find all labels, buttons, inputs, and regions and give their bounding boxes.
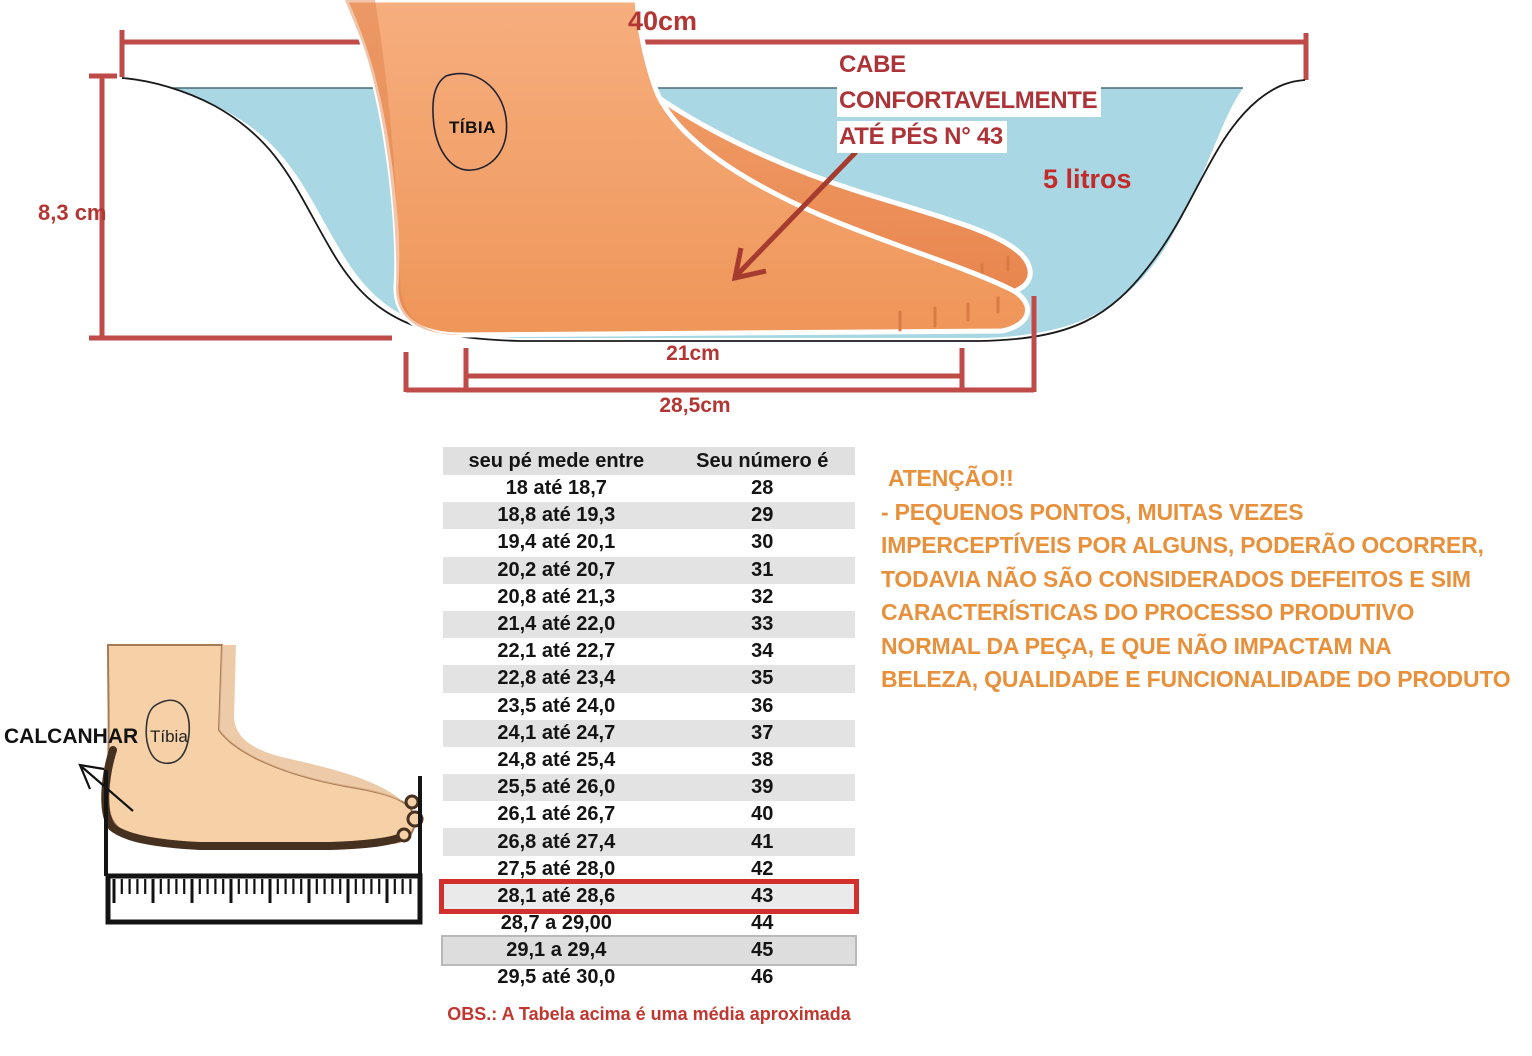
table-row [443, 529, 855, 556]
shoe-size-cell: 44 [751, 912, 774, 935]
shoe-size-cell: 45 [751, 939, 774, 962]
foot-range-cell: 20,2 até 20,7 [497, 558, 616, 581]
foot-range-cell: 19,4 até 20,1 [497, 531, 616, 554]
heel-label: CALCANHAR [4, 725, 139, 748]
shoe-size-cell: 36 [751, 694, 774, 717]
tibia-label: TÍBIA [449, 118, 496, 137]
basin-illustration [0, 0, 1532, 440]
foot-range-cell: 25,5 até 26,0 [497, 776, 616, 799]
tibia-label-small: Tíbia [150, 727, 188, 746]
foot-range-cell: 26,1 até 26,7 [497, 803, 616, 826]
shoe-size-cell: 35 [751, 667, 774, 690]
table-row [443, 801, 855, 828]
table-row [443, 475, 855, 502]
shoe-size-cell: 43 [751, 884, 774, 907]
foot-range-cell: 24,8 até 25,4 [497, 748, 616, 771]
shoe-size-cell: 31 [751, 558, 774, 581]
warning-block [881, 462, 1529, 697]
warning-line: - PEQUENOS PONTOS, MUITAS VEZES [881, 498, 1304, 525]
fits-note-line: ATÉ PÉS N° 43 [837, 121, 1007, 153]
shoe-size-cell: 37 [751, 721, 774, 744]
foot-range-cell: 29,1 a 29,4 [506, 939, 607, 962]
table-row [443, 964, 855, 991]
foot-range-cell: 24,1 até 24,7 [497, 721, 616, 744]
fits-note-line: CONFORTAVELMENTE [837, 85, 1101, 117]
table-row [443, 720, 855, 747]
width-dimension-label: 40cm [628, 6, 698, 36]
fits-note-line: CABE [837, 49, 910, 81]
foot-range-cell: 18,8 até 19,3 [497, 504, 616, 527]
foot-range-cell: 29,5 até 30,0 [497, 966, 616, 989]
shoe-size-cell: 42 [751, 857, 774, 880]
foot-range-cell: 18 até 18,7 [505, 477, 607, 500]
shoe-size-cell: 29 [751, 504, 774, 527]
width-measure-line [122, 30, 1306, 80]
height-dimension-label: 8,3 cm [38, 200, 107, 225]
table-row [443, 557, 855, 584]
foot-range-cell: 22,1 até 22,7 [497, 640, 616, 663]
warning-line: CARACTERÍSTICAS DO PROCESSO PRODUTIVO [881, 599, 1415, 625]
table-row [443, 502, 855, 529]
header-foot-range: seu pé mede entre [468, 449, 645, 472]
foot-range-cell: 26,8 até 27,4 [497, 830, 616, 853]
table-row [443, 910, 855, 937]
shoe-size-cell: 38 [751, 748, 774, 771]
foot-range-cell: 21,4 até 22,0 [497, 613, 616, 636]
capacity-label: 5 litros [1043, 164, 1132, 194]
table-row [443, 693, 855, 720]
table-row [443, 584, 855, 611]
shoe-size-cell: 39 [751, 776, 774, 799]
shoe-size-cell: 30 [751, 531, 774, 554]
shoe-size-cell: 33 [751, 613, 774, 636]
warning-line: BELEZA, QUALIDADE E FUNCIONALIDADE DO PRODUTO [881, 666, 1511, 692]
foot-range-cell: 28,1 até 28,6 [497, 884, 616, 907]
shoe-size-cell: 40 [751, 803, 774, 826]
foot-range-cell: 27,5 até 28,0 [497, 857, 616, 880]
warning-line: NORMAL DA PEÇA, E QUE NÃO IMPACTAM NA [881, 632, 1392, 659]
table-row [443, 937, 855, 964]
shoe-size-cell: 41 [751, 830, 774, 853]
ruler-ticks [111, 879, 417, 919]
warning-line: IMPERCEPTÍVEIS POR ALGUNS, PODERÃO OCORRER, [881, 532, 1484, 558]
table-note: OBS.: A Tabela acima é uma média aproximada [447, 1004, 851, 1024]
table-row [443, 774, 855, 801]
foot-range-cell: 20,8 até 21,3 [497, 585, 616, 608]
fits-note [837, 49, 1101, 157]
shoe-size-cell: 46 [751, 966, 774, 989]
shoe-size-cell: 32 [751, 585, 774, 608]
table-row [443, 883, 855, 910]
size-table-header [443, 447, 855, 475]
table-row [443, 638, 855, 665]
inner-width-dimension-label: 21cm [666, 342, 720, 365]
table-row [443, 828, 855, 855]
header-shoe-size: Seu número é [696, 449, 829, 472]
foot-range-cell: 28,7 a 29,00 [500, 912, 612, 935]
size-table-body [443, 475, 855, 992]
foot-range-cell: 22,8 até 23,4 [497, 667, 616, 690]
foot-measuring-illustration [0, 630, 460, 960]
warning-title: ATENÇÃO!! [888, 465, 1014, 491]
table-row [443, 856, 855, 883]
table-row [443, 747, 855, 774]
size-table [443, 447, 855, 992]
table-row [443, 611, 855, 638]
warning-lines [881, 496, 1529, 697]
warning-line: TODAVIA NÃO SÃO CONSIDERADOS DEFEITOS E SIM [881, 565, 1471, 592]
shoe-size-cell: 28 [751, 477, 774, 500]
shoe-size-cell: 34 [751, 640, 774, 663]
outer-width-dimension-label: 28,5cm [659, 394, 731, 417]
table-row [443, 665, 855, 692]
foot-range-cell: 23,5 até 24,0 [497, 694, 616, 717]
